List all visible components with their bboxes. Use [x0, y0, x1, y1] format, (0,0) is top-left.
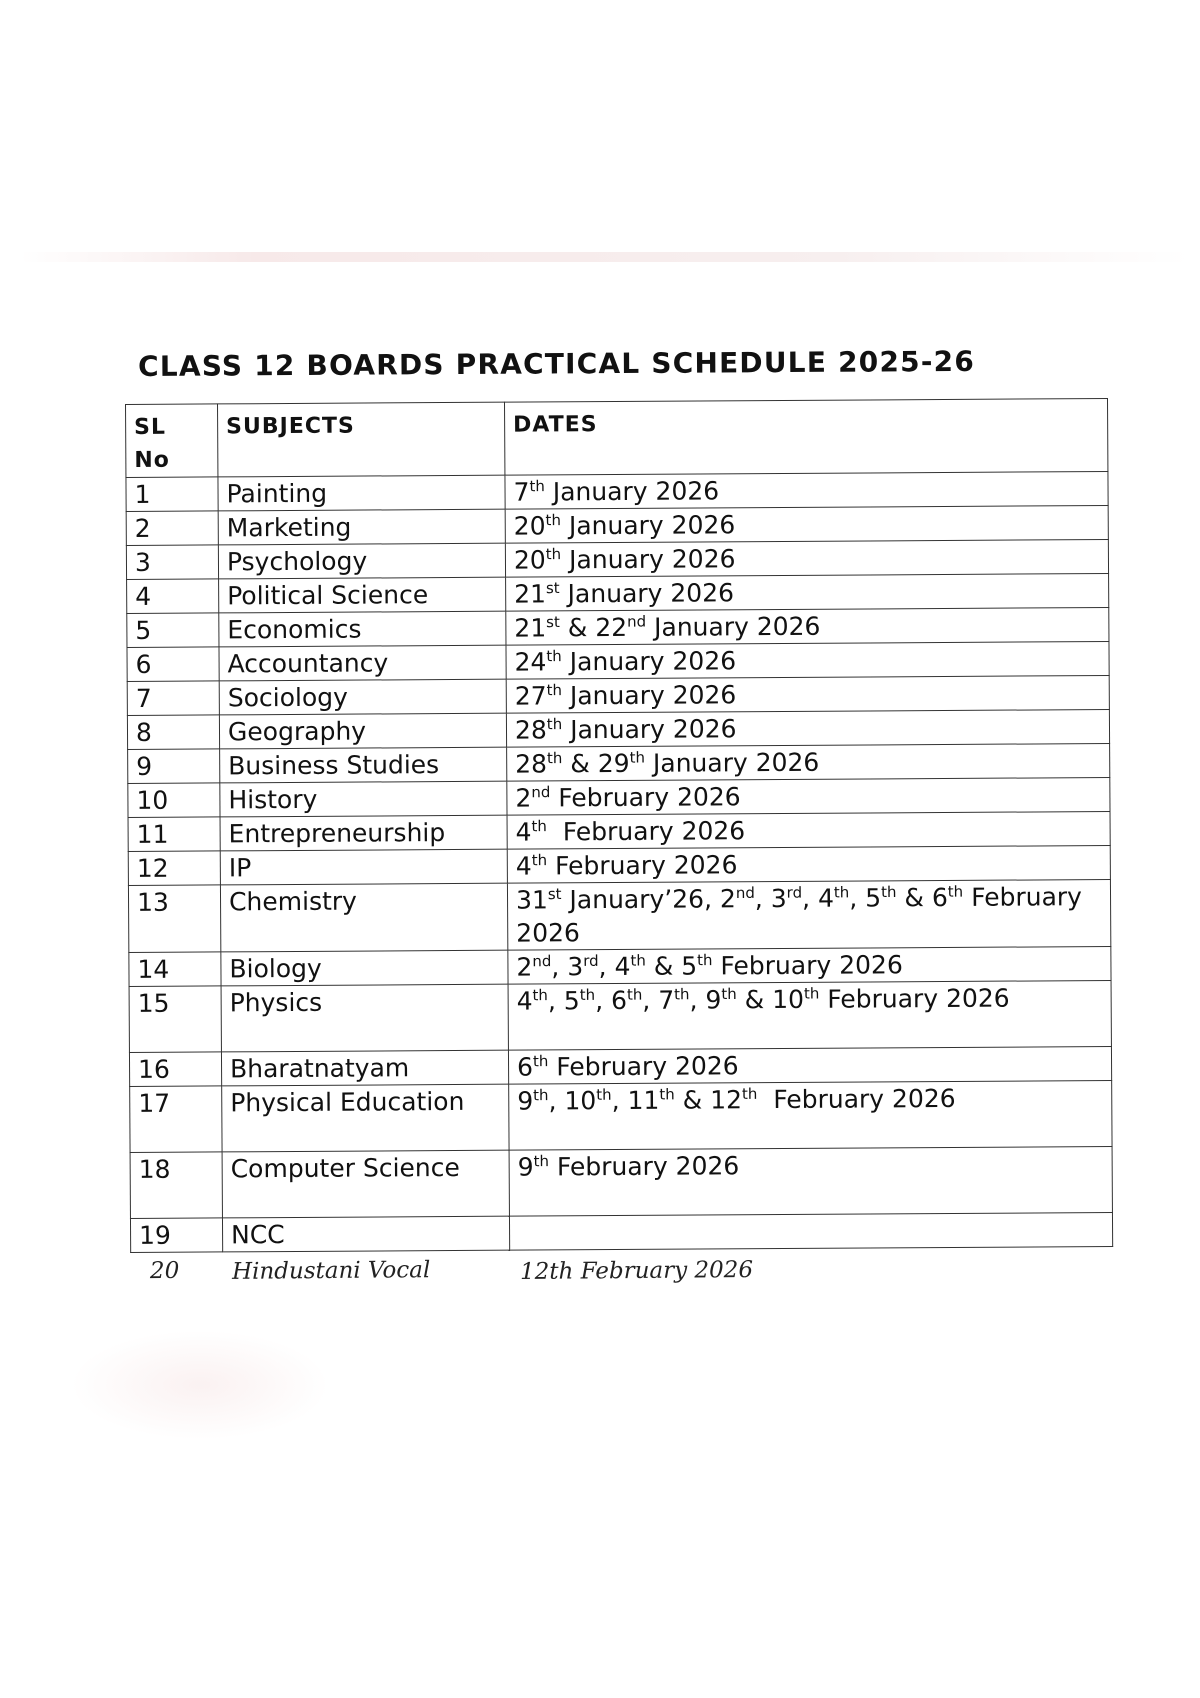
date-day: 28: [514, 715, 547, 745]
date-text: February 2026: [516, 882, 1090, 948]
date-day: 27: [514, 681, 547, 711]
dates-cell: [509, 1146, 1112, 1216]
dates-cell: [507, 845, 1110, 883]
sl-no-cell: 11: [128, 817, 220, 852]
table-header-row: [126, 398, 1108, 477]
sl-no-cell: 10: [128, 783, 220, 818]
date-text: January 2026: [562, 714, 737, 745]
subject-cell: IP: [220, 849, 507, 885]
date-text: February 2026: [548, 1051, 739, 1082]
table-row: [129, 980, 1111, 1052]
date-ordinal-suffix: rd: [583, 951, 599, 970]
date-ordinal-suffix: th: [545, 545, 562, 564]
header-subjects: SUBJECTS: [218, 402, 505, 477]
date-text: ,: [611, 1085, 628, 1116]
date-text: January’26,: [561, 884, 721, 915]
date-day: 20: [513, 511, 546, 541]
dates-cell: [505, 539, 1108, 577]
subject-cell: Accountancy: [219, 645, 506, 681]
date-text: February 2026: [819, 983, 1010, 1014]
subject-cell: Marketing: [218, 509, 505, 545]
date-day: 20: [513, 545, 546, 575]
page-title: CLASS 12 BOARDS PRACTICAL SCHEDULE 2025-26: [138, 344, 976, 383]
date-day: 4: [515, 817, 532, 847]
date-text: &: [736, 985, 773, 1015]
sl-no-cell: 8: [127, 715, 219, 750]
subject-cell: Computer Science: [222, 1150, 509, 1218]
date-ordinal-suffix: th: [533, 1086, 549, 1105]
date-day: 3: [567, 952, 584, 982]
date-day: 21: [514, 613, 547, 643]
subject-cell: Geography: [219, 713, 506, 749]
date-text: February 2026: [546, 816, 746, 847]
date-day: 9: [517, 1152, 534, 1182]
dates-cell: [505, 505, 1108, 543]
date-ordinal-suffix: th: [721, 984, 737, 1004]
date-text: January 2026: [561, 680, 737, 711]
date-text: January 2026: [646, 611, 821, 642]
date-ordinal-suffix: nd: [532, 952, 552, 971]
date-ordinal-suffix: th: [833, 883, 850, 902]
date-ordinal-suffix: th: [741, 1084, 758, 1103]
dates-cell: [507, 777, 1110, 815]
date-ordinal-suffix: th: [531, 817, 547, 836]
dates-cell: [507, 811, 1110, 849]
handwritten-date: 12th February 2026: [519, 1256, 754, 1286]
sl-no-cell: 4: [127, 579, 219, 614]
date-text: ,: [689, 985, 706, 1015]
date-text: ,: [849, 883, 866, 913]
date-day: 2: [719, 884, 736, 914]
dates-cell: [507, 879, 1110, 950]
date-ordinal-suffix: th: [881, 882, 897, 902]
date-ordinal-suffix: th: [531, 851, 548, 870]
sl-no-cell: 2: [126, 511, 218, 546]
date-day: 10: [564, 1086, 597, 1116]
date-text: February 2026: [550, 782, 741, 813]
subject-cell: Business Studies: [220, 747, 507, 783]
date-ordinal-suffix: th: [697, 951, 713, 970]
date-text: ,: [802, 883, 819, 913]
date-day: 11: [627, 1085, 660, 1115]
date-day: 5: [681, 951, 698, 981]
date-day: 21: [514, 579, 547, 609]
sl-no-cell: 13: [128, 885, 220, 953]
date-ordinal-suffix: th: [630, 951, 646, 970]
date-day: 7: [513, 477, 530, 507]
header-dates: DATES: [504, 398, 1107, 475]
date-day: 2: [515, 783, 532, 813]
dates-cell: [508, 946, 1111, 984]
sl-no-cell: 17: [130, 1086, 222, 1153]
subject-cell: NCC: [222, 1216, 509, 1252]
date-text: ,: [547, 986, 564, 1016]
date-ordinal-suffix: th: [947, 882, 964, 901]
subject-cell: Sociology: [219, 679, 506, 715]
date-ordinal-suffix: th: [546, 647, 562, 666]
date-text: &: [674, 1085, 711, 1115]
date-text: ,: [548, 1086, 565, 1116]
date-day: 7: [658, 985, 675, 1015]
scan-smudge: [70, 1330, 330, 1440]
date-text: January 2026: [559, 578, 735, 609]
date-text: January 2026: [544, 476, 720, 507]
date-text: &: [645, 951, 682, 981]
dates-cell: [508, 1046, 1111, 1084]
date-day: 4: [614, 951, 631, 982]
subject-cell: History: [220, 781, 507, 817]
handwritten-subject: Hindustani Vocal: [231, 1257, 431, 1285]
date-day: 6: [610, 985, 628, 1016]
subject-cell: Entrepreneurship: [220, 815, 507, 851]
date-text: January 2026: [560, 510, 736, 541]
subject-cell: Bharatnatyam: [221, 1050, 508, 1086]
dates-cell: [509, 1080, 1112, 1150]
date-ordinal-suffix: th: [626, 985, 643, 1004]
date-text: &: [896, 883, 932, 913]
date-ordinal-suffix: nd: [531, 783, 551, 802]
date-day: 6: [516, 1052, 534, 1082]
table-row: [130, 1080, 1112, 1152]
date-ordinal-suffix: th: [533, 1152, 549, 1171]
date-ordinal-suffix: th: [529, 477, 545, 496]
sl-no-cell: 12: [128, 851, 220, 886]
subject-cell: Economics: [219, 611, 506, 647]
date-day: 12: [710, 1085, 743, 1115]
date-day: 6: [931, 882, 948, 913]
date-text: &: [562, 749, 598, 779]
handwritten-sl-no: 20: [149, 1257, 180, 1285]
date-day: 9: [705, 985, 722, 1015]
date-day: 4: [516, 986, 533, 1016]
date-ordinal-suffix: nd: [735, 883, 755, 902]
dates-cell: [505, 471, 1108, 509]
sl-no-cell: 14: [129, 952, 221, 987]
date-day: 5: [865, 883, 882, 913]
dates-cell: [507, 743, 1110, 781]
date-day: 3: [770, 883, 787, 914]
header-sl-no: SL No: [126, 404, 218, 478]
date-ordinal-suffix: th: [674, 985, 690, 1004]
date-text: January 2026: [561, 646, 737, 677]
date-ordinal-suffix: rd: [786, 883, 803, 902]
date-ordinal-suffix: th: [532, 986, 548, 1005]
date-ordinal-suffix: th: [659, 1085, 675, 1104]
table-row: [130, 1212, 1112, 1252]
date-ordinal-suffix: st: [546, 613, 560, 632]
schedule-table: [125, 398, 1113, 1253]
date-text: &: [559, 613, 596, 643]
date-text: February 2026: [548, 1151, 740, 1182]
sl-no-cell: 5: [127, 613, 219, 648]
dates-cell: [506, 641, 1109, 679]
date-day: 9: [517, 1086, 534, 1116]
date-ordinal-suffix: th: [546, 681, 563, 700]
date-ordinal-suffix: st: [545, 579, 560, 598]
schedule-body: [126, 471, 1113, 1252]
sl-no-cell: 6: [127, 647, 219, 682]
date-ordinal-suffix: th: [629, 748, 646, 767]
date-text: ,: [551, 952, 568, 982]
scan-streak: [20, 252, 1190, 262]
date-text: ,: [754, 884, 771, 914]
dates-cell: [508, 980, 1111, 1050]
sl-no-cell: 9: [128, 749, 220, 784]
subject-cell: Biology: [221, 950, 508, 986]
subject-cell: Physics: [221, 984, 508, 1052]
date-day: 10: [772, 984, 805, 1015]
sl-no-cell: 7: [127, 681, 219, 716]
date-text: ,: [595, 986, 612, 1016]
dates-cell: [506, 675, 1109, 713]
dates-cell: [506, 573, 1109, 611]
date-ordinal-suffix: th: [546, 715, 563, 734]
date-day: 31: [515, 885, 548, 915]
date-text: ,: [598, 952, 615, 982]
date-ordinal-suffix: nd: [627, 612, 647, 631]
sl-no-cell: 19: [130, 1218, 222, 1253]
date-day: 28: [515, 749, 548, 779]
table-row: [130, 1146, 1112, 1218]
subject-cell: Political Science: [219, 577, 506, 613]
date-text: February 2026: [547, 850, 738, 881]
date-text: ,: [642, 985, 659, 1015]
date-day: 24: [514, 647, 547, 677]
date-day: 4: [515, 851, 532, 881]
sl-no-cell: 16: [129, 1052, 221, 1087]
date-ordinal-suffix: th: [546, 749, 563, 768]
date-day: 22: [595, 612, 628, 643]
sl-no-cell: 3: [126, 545, 218, 580]
date-ordinal-suffix: th: [532, 1052, 549, 1071]
date-day: 29: [597, 748, 630, 779]
date-text: February 2026: [757, 1083, 956, 1115]
date-day: 4: [817, 883, 835, 913]
sl-no-cell: 1: [126, 477, 218, 512]
date-day: 5: [563, 986, 580, 1016]
sl-no-cell: 15: [129, 986, 221, 1053]
date-text: January 2026: [644, 747, 820, 778]
date-ordinal-suffix: th: [545, 511, 561, 530]
date-ordinal-suffix: th: [596, 1085, 612, 1104]
sl-no-cell: 18: [130, 1152, 222, 1219]
dates-cell: [506, 709, 1109, 747]
date-day: 2: [516, 952, 533, 982]
subject-cell: Physical Education: [222, 1084, 509, 1152]
dates-cell: [509, 1212, 1112, 1250]
subject-cell: Chemistry: [220, 883, 507, 952]
table-row: [128, 879, 1110, 952]
subject-cell: Psychology: [218, 543, 505, 579]
date-ordinal-suffix: th: [803, 984, 820, 1003]
subject-cell: Painting: [218, 475, 505, 511]
date-text: January 2026: [561, 544, 736, 575]
dates-cell: [506, 607, 1109, 645]
date-ordinal-suffix: th: [579, 985, 596, 1004]
date-ordinal-suffix: st: [547, 885, 562, 904]
date-text: February 2026: [712, 950, 903, 981]
